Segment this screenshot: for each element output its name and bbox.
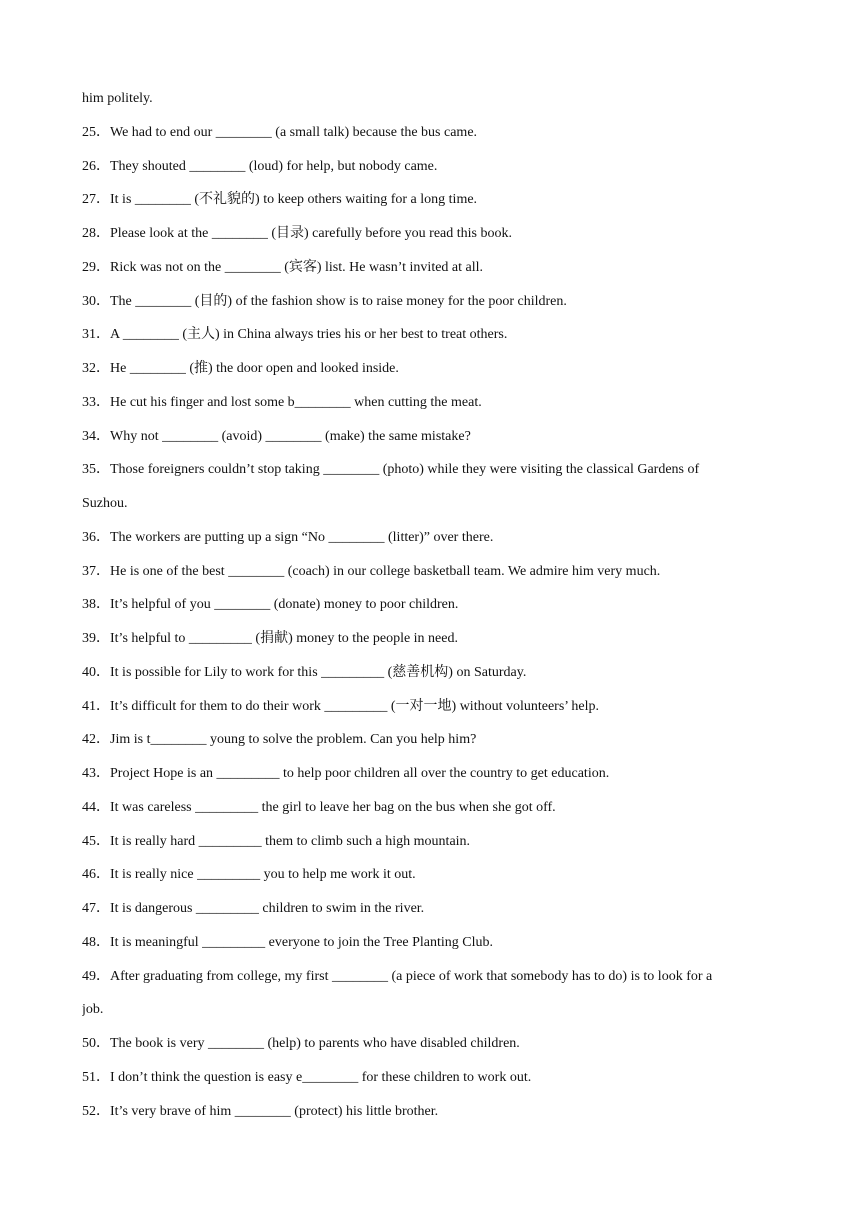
question-text: The workers are putting up a sign “No ________ (litter)” over there. bbox=[110, 529, 494, 545]
question-32 bbox=[82, 357, 782, 391]
question-48 bbox=[82, 931, 782, 965]
question-number: 33． bbox=[82, 394, 110, 410]
question-37 bbox=[82, 560, 782, 594]
question-number: 42． bbox=[82, 732, 110, 748]
line-continuation bbox=[82, 87, 782, 121]
question-33 bbox=[82, 391, 782, 425]
question-51 bbox=[82, 1066, 782, 1100]
question-text: It’s helpful of you ________ (donate) money to poor children. bbox=[110, 597, 459, 613]
question-50 bbox=[82, 1032, 782, 1066]
question-text: Those foreigners couldn’t stop taking ________ (photo) while they were visiting the classical Gardens of bbox=[110, 462, 700, 478]
question-text: It’s very brave of him ________ (protect) his little brother. bbox=[110, 1103, 439, 1119]
question-40 bbox=[82, 661, 782, 695]
question-number: 49． bbox=[82, 968, 110, 984]
question-text: Why not ________ (avoid) ________ (make) the same mistake? bbox=[110, 428, 471, 444]
question-text: He ________ (推) the door open and looked inside. bbox=[110, 361, 399, 376]
question-number: 44． bbox=[82, 799, 110, 815]
question-text: It is possible for Lily to work for this _________ (慈善机构) on Saturday. bbox=[110, 664, 527, 680]
question-text: Please look at the ________ (目录) carefully before you read this book. bbox=[110, 226, 513, 241]
question-number: 29． bbox=[82, 259, 110, 275]
line-continuation bbox=[82, 492, 782, 526]
question-number: 31． bbox=[82, 327, 110, 343]
question-42 bbox=[82, 728, 782, 762]
question-number: 27． bbox=[82, 192, 110, 208]
question-27 bbox=[82, 188, 782, 222]
line-text: him politely. bbox=[82, 91, 153, 106]
question-44 bbox=[82, 796, 782, 830]
question-36 bbox=[82, 526, 782, 560]
question-43 bbox=[82, 762, 782, 796]
question-34 bbox=[82, 425, 782, 459]
question-number: 47． bbox=[82, 901, 110, 916]
question-29 bbox=[82, 256, 782, 290]
question-text: It is ________ (不礼貌的) to keep others waiting for a long time. bbox=[110, 192, 478, 208]
question-number: 36． bbox=[82, 529, 110, 545]
question-35 bbox=[82, 458, 782, 492]
question-text: Jim is t________ young to solve the problem. Can you help him? bbox=[110, 732, 477, 748]
question-text: It is really hard _________ them to climb such a high mountain. bbox=[110, 833, 471, 849]
question-46 bbox=[82, 863, 782, 897]
question-number: 35． bbox=[82, 462, 110, 478]
question-text: It’s helpful to _________ (捐献) money to the people in need. bbox=[110, 631, 458, 646]
question-26 bbox=[82, 155, 782, 189]
question-number: 51． bbox=[82, 1069, 110, 1085]
question-number: 25． bbox=[82, 124, 110, 140]
question-text: It is meaningful _________ everyone to join the Tree Planting Club. bbox=[110, 934, 494, 950]
question-number: 26． bbox=[82, 158, 110, 174]
question-number: 52． bbox=[82, 1103, 110, 1119]
question-number: 43． bbox=[82, 766, 110, 781]
line-continuation bbox=[82, 998, 782, 1032]
question-number: 28． bbox=[82, 226, 110, 241]
question-number: 41． bbox=[82, 698, 110, 714]
question-text: The ________ (目的) of the fashion show is to raise money for the poor children. bbox=[110, 293, 567, 309]
question-text: It is dangerous _________ children to swim in the river. bbox=[110, 901, 425, 916]
question-number: 40． bbox=[82, 664, 110, 680]
question-number: 38． bbox=[82, 597, 110, 613]
question-text: Rick was not on the ________ (宾客) list. He wasn’t invited at all. bbox=[110, 259, 484, 275]
question-text: Project Hope is an _________ to help poor children all over the country to get education. bbox=[110, 766, 610, 781]
line-text: Suzhou. bbox=[82, 496, 128, 511]
question-text: The book is very ________ (help) to parents who have disabled children. bbox=[110, 1036, 520, 1051]
question-number: 30． bbox=[82, 293, 110, 309]
question-52 bbox=[82, 1100, 782, 1134]
question-text: He is one of the best ________ (coach) in our college basketball team. We admire him very much. bbox=[110, 563, 661, 579]
question-25 bbox=[82, 121, 782, 155]
question-number: 50． bbox=[82, 1036, 110, 1051]
question-number: 39． bbox=[82, 631, 110, 646]
question-text: I don’t think the question is easy e________ for these children to work out. bbox=[110, 1069, 532, 1085]
exercise-list bbox=[82, 87, 782, 1133]
question-30 bbox=[82, 290, 782, 324]
question-text: It is really nice _________ you to help me work it out. bbox=[110, 867, 416, 883]
question-text: After graduating from college, my first ________ (a piece of work that somebody has to do) is to look for a bbox=[110, 968, 713, 984]
question-number: 37． bbox=[82, 563, 110, 579]
question-number: 32． bbox=[82, 361, 110, 376]
question-text: We had to end our ________ (a small talk) because the bus came. bbox=[110, 124, 478, 140]
question-text: They shouted ________ (loud) for help, but nobody came. bbox=[110, 158, 438, 174]
question-text: It’s difficult for them to do their work _________ (一对一地) without volunteers’ help. bbox=[110, 698, 600, 714]
question-text: A ________ (主人) in China always tries his or her best to treat others. bbox=[110, 327, 508, 343]
question-number: 45． bbox=[82, 833, 110, 849]
question-text: It was careless _________ the girl to leave her bag on the bus when she got off. bbox=[110, 799, 556, 815]
question-28 bbox=[82, 222, 782, 256]
question-38 bbox=[82, 593, 782, 627]
question-39 bbox=[82, 627, 782, 661]
question-41 bbox=[82, 695, 782, 729]
question-number: 34． bbox=[82, 428, 110, 444]
question-31 bbox=[82, 323, 782, 357]
question-45 bbox=[82, 830, 782, 864]
question-47 bbox=[82, 897, 782, 931]
question-text: He cut his finger and lost some b________ when cutting the meat. bbox=[110, 394, 482, 410]
question-49 bbox=[82, 965, 782, 999]
line-text: job. bbox=[82, 1002, 104, 1018]
question-number: 48． bbox=[82, 934, 110, 950]
question-number: 46． bbox=[82, 867, 110, 883]
